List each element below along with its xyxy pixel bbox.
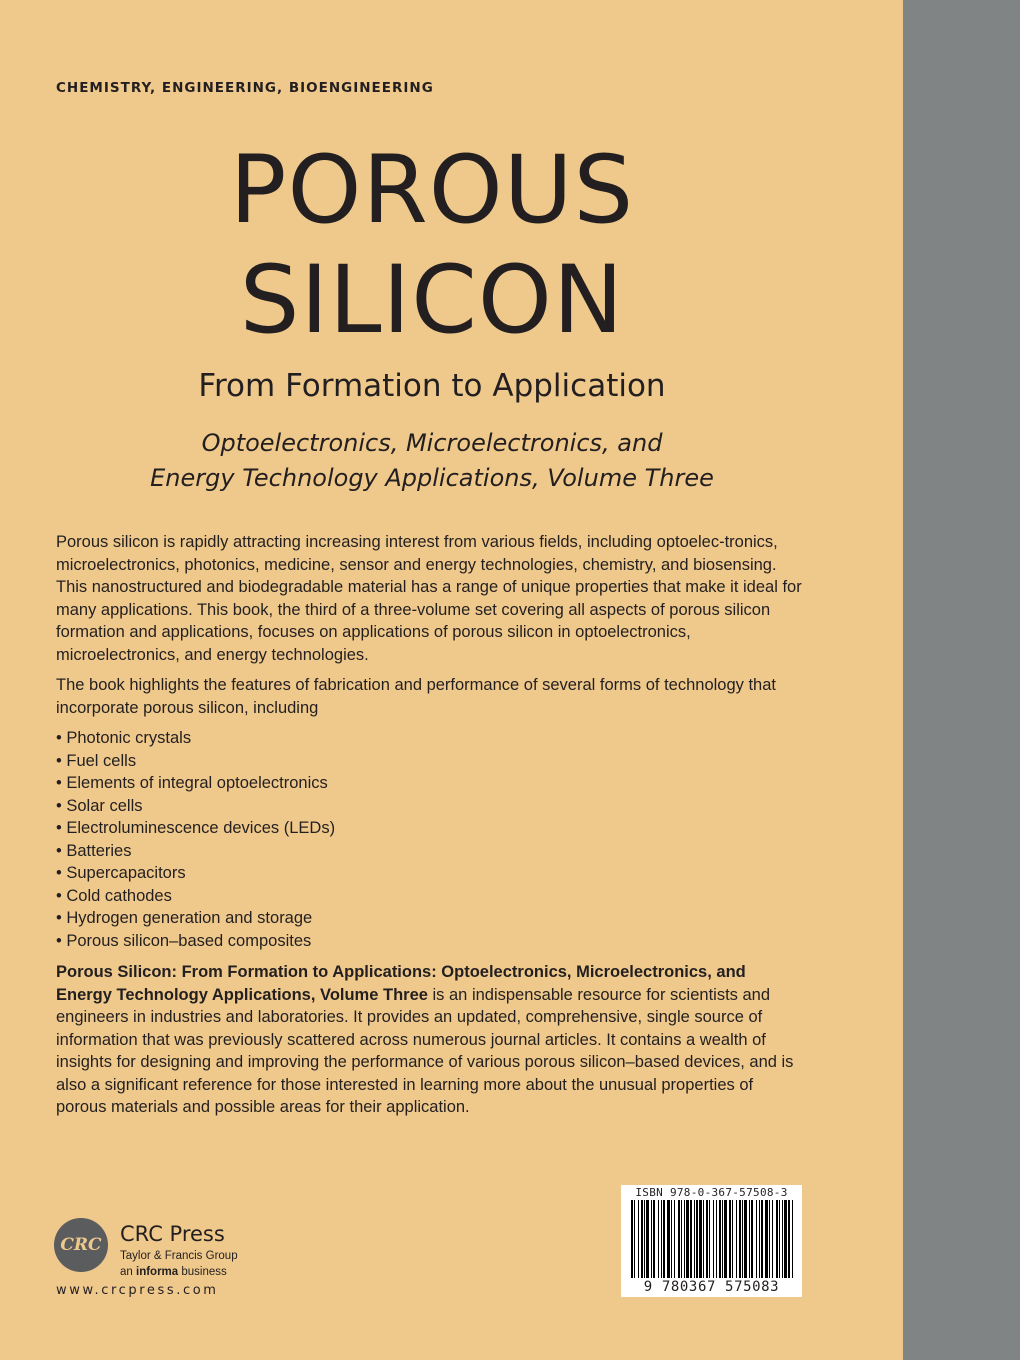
barcode-bar (658, 1200, 659, 1278)
list-item: • Electroluminescence devices (LEDs) (56, 817, 806, 840)
barcode-bar (663, 1200, 665, 1278)
barcode-bar (681, 1200, 682, 1278)
barcode-bar (686, 1200, 689, 1278)
barcode-bar (765, 1200, 768, 1278)
barcode-bar (769, 1200, 770, 1278)
list-item: • Solar cells (56, 795, 806, 818)
list-item: • Fuel cells (56, 750, 806, 773)
subtitle: From Formation to Application (198, 368, 666, 404)
spine-strip (903, 0, 1020, 1360)
barcode-bar (706, 1200, 708, 1278)
barcode-bar (736, 1200, 737, 1278)
book-title-bold: Porous Silicon: From Formation to Applications: Optoelectronics, Microelectronics, and Energy Technology Applications, Volume Three (56, 963, 746, 1004)
tagline-prefix: an (120, 1266, 136, 1278)
tagline-informa: informa (136, 1266, 179, 1278)
barcode-bar (719, 1200, 721, 1278)
barcode-bar (671, 1200, 672, 1278)
crc-logo-icon: CRC (54, 1218, 108, 1272)
barcode-bar (696, 1200, 698, 1278)
description-paragraph-1: Porous silicon is rapidly attracting increasing interest from various fields, including optoelec-tronics, microelectronics, photonics, medicine, sensor and energy technologies, chemistry, and biosensing. This nanostructured and biodegradable material has a range of unique properties that make it ideal for many applications. This book, the third of a three-volume set covering all aspects of porous silicon formation and applications, focuses on applications of porous silicon in optoelectronics, microelectronics, and energy technologies. (56, 533, 802, 664)
description-body (56, 531, 806, 1127)
barcode-bar (749, 1200, 750, 1278)
title-line-2: SILICON (239, 246, 625, 355)
barcode-bar (684, 1200, 685, 1278)
barcode-bar (732, 1200, 733, 1278)
barcode-bar (724, 1200, 727, 1278)
barcode-bar (784, 1200, 787, 1278)
barcode-bar (641, 1200, 643, 1278)
barcode-bar (661, 1200, 662, 1278)
barcode-bar (634, 1200, 635, 1278)
description-paragraph-2: The book highlights the features of fabrication and performance of several forms of technology that incorporate porous silicon, including (56, 676, 776, 717)
barcode-bar (653, 1200, 655, 1278)
barcode-bar (694, 1200, 695, 1278)
list-item: • Cold cathodes (56, 885, 806, 908)
barcode-bar (772, 1200, 773, 1278)
list-item: • Batteries (56, 840, 806, 863)
barcode-bar (761, 1200, 763, 1278)
list-item: • Photonic crystals (56, 727, 806, 750)
series-line-1: Optoelectronics, Microelectronics, and (201, 429, 663, 457)
barcode-bar (744, 1200, 747, 1278)
barcode-bar (739, 1200, 741, 1278)
barcode-bar (722, 1200, 723, 1278)
barcode-bar (709, 1200, 710, 1278)
title-line-1: POROUS (229, 136, 635, 245)
barcode-bar (788, 1200, 790, 1278)
list-item: • Supercapacitors (56, 862, 806, 885)
barcode-bar (782, 1200, 783, 1278)
barcode-bar (651, 1200, 652, 1278)
barcode-bar (674, 1200, 675, 1278)
barcode-bar (729, 1200, 731, 1278)
barcode-bar (644, 1200, 645, 1278)
barcode-bar (699, 1200, 702, 1278)
barcode-bar (742, 1200, 743, 1278)
publisher-tagline (120, 1266, 227, 1278)
tagline-suffix: business (178, 1266, 227, 1278)
list-item: • Porous silicon–based composites (56, 930, 806, 953)
barcode-bar (716, 1200, 717, 1278)
barcode-bar (703, 1200, 704, 1278)
isbn-label: ISBN 978-0-367-57508-3 (635, 1186, 788, 1199)
barcode-bar (690, 1200, 692, 1278)
barcode-number: 9 780367 575083 (643, 1279, 780, 1295)
barcode-bar (751, 1200, 753, 1278)
list-item: • Hydrogen generation and storage (56, 907, 806, 930)
publisher-url: www.crcpress.com (56, 1283, 219, 1298)
category-label: CHEMISTRY, ENGINEERING, BIOENGINEERING (56, 80, 434, 96)
description-paragraph-3 (56, 961, 806, 1119)
barcode-bar (713, 1200, 714, 1278)
barcode-bar (646, 1200, 649, 1278)
technology-list (56, 727, 806, 952)
publisher-name: CRC Press (120, 1222, 225, 1246)
barcode-bar (638, 1200, 639, 1278)
barcode-bar (776, 1200, 778, 1278)
barcode-bar (756, 1200, 757, 1278)
series-title (0, 426, 864, 496)
barcode-bar (792, 1200, 793, 1278)
barcode-bar (678, 1200, 680, 1278)
barcode-bar (759, 1200, 760, 1278)
barcode-bars (631, 1200, 793, 1278)
publisher-group: Taylor & Francis Group (120, 1250, 238, 1262)
description-paragraph-3-text: is an indispensable resource for scientists and engineers in industries and laboratories. It provides an updated, comprehensive, single source of information that was previously scattered across numerous journal articles. It contains a wealth of insights for designing and improving the performance of various porous silicon–based devices, and is also a significant reference for those interested in learning more about the unusual properties of porous materials and possible areas for their application. (56, 985, 794, 1116)
series-line-2: Energy Technology Applications, Volume Three (150, 464, 714, 492)
barcode-bar (667, 1200, 670, 1278)
isbn-barcode (621, 1185, 802, 1297)
barcode-bar (779, 1200, 780, 1278)
barcode-bar (631, 1200, 633, 1278)
list-item: • Elements of integral optoelectronics (56, 772, 806, 795)
